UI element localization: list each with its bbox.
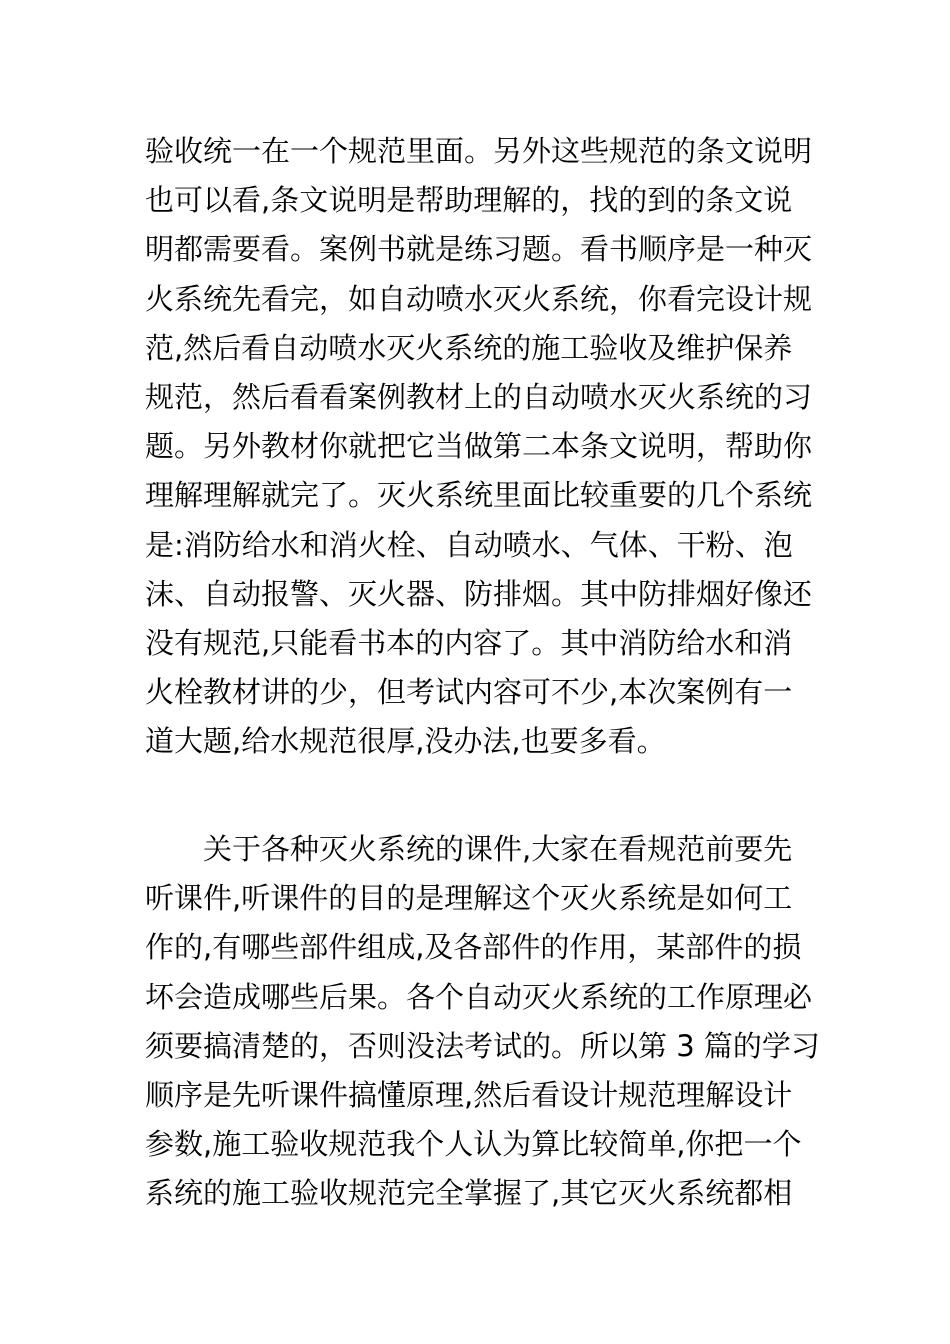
- text-line: 是:消防给水和消火栓、自动喷水、气体、干粉、泡: [145, 527, 793, 562]
- text-line: 题。另外教材你就把它当做第二本条文说明，帮助你: [145, 429, 813, 464]
- text-line: 规范，然后看看案例教材上的自动喷水灭火系统的习: [145, 379, 813, 414]
- text-line: 坏会造成哪些后果。各个自动灭火系统的工作原理必: [145, 979, 813, 1014]
- text-line: 沫、自动报警、灭火器、防排烟。其中防排烟好像还: [145, 576, 813, 611]
- text-line: 范,然后看自动喷水灭火系统的施工验收及维护保养: [145, 330, 793, 365]
- paragraph-2: [145, 825, 820, 1219]
- text-line: 系统的施工验收规范完全掌握了,其它灭火系统都相: [145, 1176, 793, 1211]
- text-line: 作的,有哪些部件组成,及各部件的作用，某部件的损: [145, 930, 802, 965]
- text-line: 火系统先看完，如自动喷水灭火系统，你看完设计规: [145, 281, 813, 316]
- text-line: 顺序是先听课件搞懂原理,然后看设计规范理解设计: [145, 1077, 793, 1112]
- text-line: 道大题,给水规范很厚,没办法,也要多看。: [145, 724, 666, 759]
- text-line: 没有规范,只能看书本的内容了。其中消防给水和消: [145, 625, 793, 660]
- text-line: 参数,施工验收规范我个人认为算比较简单,你把一个: [145, 1127, 802, 1162]
- text-line: 听课件,听课件的目的是理解这个灭火系统是如何工: [145, 881, 793, 916]
- text-line: 理解理解就完了。灭火系统里面比较重要的几个系统: [145, 478, 813, 513]
- text-line: 明都需要看。案例书就是练习题。看书顺序是一种灭: [145, 232, 813, 267]
- text-line: 火栓教材讲的少，但考试内容可不少,本次案例有一: [145, 675, 793, 710]
- text-line: 验收统一在一个规范里面。另外这些规范的条文说明: [145, 134, 813, 168]
- text-line-first-indented: 关于各种灭火系统的课件,大家在看规范前要先: [203, 832, 793, 866]
- text-line: 也可以看,条文说明是帮助理解的，找的到的条文说: [145, 183, 793, 218]
- paragraph-1: [145, 127, 813, 766]
- text-line: 须要搞清楚的，否则没法考试的。所以第 3 篇的学习: [145, 1028, 820, 1063]
